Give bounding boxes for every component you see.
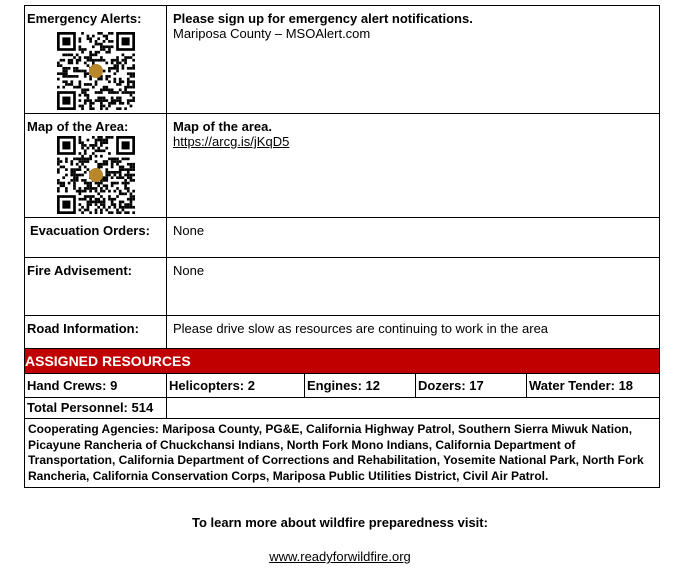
learn-more-text: To learn more about wildfire preparedness visit:	[192, 515, 488, 530]
map-link[interactable]: https://arcg.is/jKqD5	[173, 134, 290, 149]
road-row	[25, 316, 659, 349]
fire-label: Fire Advisement:	[25, 258, 167, 315]
fire-row	[25, 258, 659, 316]
hand-crews: Hand Crews: 9	[25, 374, 167, 397]
fire-value: None	[173, 263, 205, 278]
readyforwildfire-link[interactable]: www.readyforwildfire.org	[269, 549, 411, 564]
evacuation-label: Evacuation Orders:	[25, 218, 167, 257]
road-value: Please drive slow as resources are continuing to work in the area	[173, 321, 549, 336]
qr-seal-logo	[89, 168, 103, 182]
road-label: Road Information:	[25, 316, 167, 348]
alerts-qr-code[interactable]	[57, 32, 135, 110]
cooperating-row	[25, 419, 659, 487]
map-qr-code[interactable]	[57, 136, 135, 214]
map-row	[25, 114, 659, 218]
personnel-empty-cell	[167, 398, 659, 418]
alerts-text: Mariposa County – MSOAlert.com	[173, 26, 371, 41]
alerts-label-cell	[25, 6, 167, 113]
qr-seal-logo	[89, 64, 103, 78]
resources-row	[25, 374, 659, 398]
helicopters: Helicopters: 2	[167, 374, 305, 397]
evacuation-row	[25, 218, 659, 258]
incident-info-table	[24, 5, 660, 488]
engines: Engines: 12	[305, 374, 416, 397]
map-heading: Map of the area.	[173, 119, 272, 134]
personnel-row	[25, 398, 659, 419]
alerts-heading: Please sign up for emergency alert notifications.	[173, 11, 473, 26]
cooperating-agencies: Cooperating Agencies: Mariposa County, PG&E, California Highway Patrol, Southern Sierra Miwuk Nation, Picayune Rancheria of Chuckchansi Indians, North Fork Mono Indians, California Department of Transportation, California Department of Corrections and Rehabilitation, Yosemite National Park, North Fork Rancheria, California Conservation Corps, Mariposa Public Utilities District, Civil Air Patrol.	[28, 422, 644, 483]
alerts-label: Emergency Alerts:	[27, 11, 142, 26]
alerts-row	[25, 6, 659, 114]
total-personnel: Total Personnel: 514	[25, 398, 167, 418]
map-label-cell	[25, 114, 167, 217]
evacuation-value: None	[173, 223, 205, 238]
map-label: Map of the Area:	[27, 119, 129, 134]
assigned-resources-banner: ASSIGNED RESOURCES	[25, 349, 659, 374]
water-tender: Water Tender: 18	[529, 378, 634, 393]
dozers: Dozers: 17	[416, 374, 527, 397]
